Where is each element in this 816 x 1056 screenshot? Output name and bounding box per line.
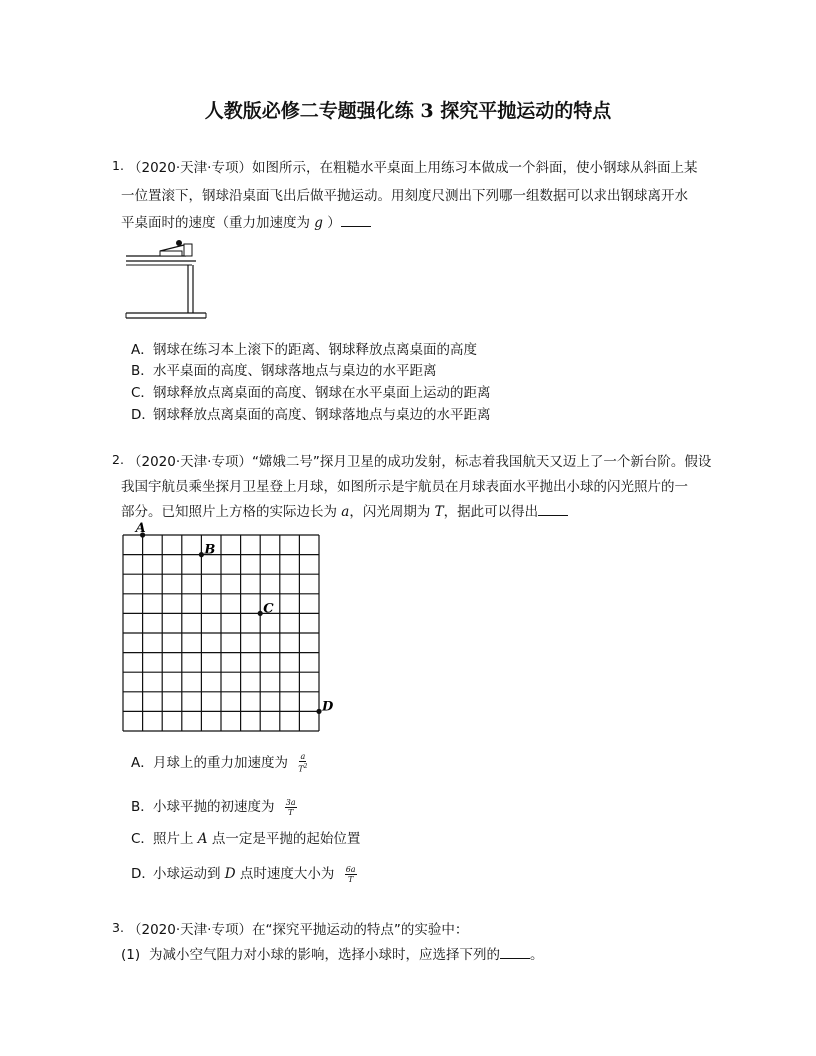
variable-t: T xyxy=(434,504,444,520)
option-label: A． xyxy=(131,755,154,771)
ramp-line xyxy=(160,245,184,251)
fraction-numerator: 6a xyxy=(345,864,356,874)
option-label: A． xyxy=(131,342,154,358)
sub-question-end: 。 xyxy=(530,947,544,963)
table-ramp-figure xyxy=(124,234,210,324)
denominator-text: T xyxy=(298,764,304,774)
question-2-line-3-b: ，闪光周期为 xyxy=(349,504,431,520)
sub-question-text: 为减小空气阻力对小球的影响，选择小球时，应选择下列的 xyxy=(149,947,500,963)
question-2-option-d[interactable] xyxy=(131,862,357,884)
exercise-book xyxy=(160,251,182,256)
denominator-exponent: 2 xyxy=(303,763,308,771)
question-2-line-3 xyxy=(121,500,568,520)
point-b-marker xyxy=(199,552,204,557)
option-text: 月球上的重力加速度为 xyxy=(153,755,288,771)
question-1-line-3 xyxy=(121,211,371,231)
option-label: B． xyxy=(131,363,154,379)
question-1-option-a[interactable] xyxy=(131,338,477,358)
point-b-label: B xyxy=(204,542,216,558)
fraction-6a-over-t xyxy=(345,865,357,884)
question-1-line-3-text: 平桌面时的速度（重力加速度为 xyxy=(121,215,310,231)
question-2-line-3-c: ，据此可以得出 xyxy=(443,504,539,520)
point-a-variable: A xyxy=(197,831,208,847)
option-text: 钢球释放点离桌面的高度、钢球在水平桌面上运动的距离 xyxy=(153,385,491,401)
flash-photo-grid xyxy=(118,518,338,736)
option-label: B． xyxy=(131,799,154,815)
question-3-number: 3. xyxy=(112,920,124,935)
question-1-option-b[interactable] xyxy=(131,359,437,379)
answer-blank xyxy=(500,947,530,959)
option-text: 小球平抛的初速度为 xyxy=(153,799,275,815)
option-label: D． xyxy=(131,866,155,882)
answer-blank xyxy=(538,504,568,516)
answer-blank xyxy=(341,215,371,227)
option-label: C． xyxy=(131,385,154,401)
fraction-3a-over-t xyxy=(285,798,297,817)
point-d-variable: D xyxy=(224,866,236,882)
option-text-end: 点一定是平抛的起始位置 xyxy=(211,831,361,847)
page-title: 人教版必修二专题强化练 3 探究平抛运动的特点 xyxy=(204,100,612,122)
question-2-line-1: （2020·天津·专项）“嫦娥二号”探月卫星的成功发射，标志着我国航天又迈上了一个新台阶。假设 xyxy=(128,454,712,470)
grid-lines xyxy=(123,535,319,731)
question-1-option-c[interactable] xyxy=(131,381,491,401)
option-text: 水平桌面的高度、钢球落地点与桌边的水平距离 xyxy=(153,363,437,379)
point-d-label: D xyxy=(322,699,334,715)
point-a-label: A xyxy=(135,521,146,536)
option-text: 钢球在练习本上滚下的距离、钢球释放点离桌面的高度 xyxy=(153,342,477,358)
fraction-numerator: 3a xyxy=(285,797,296,807)
fraction-denominator xyxy=(298,762,307,774)
question-1-line-2: 一位置滚下，钢球沿桌面飞出后做平抛运动。用刻度尺测出下列哪一组数据可以求出钢球离开水 xyxy=(121,188,688,204)
sub-question-number: (1) xyxy=(121,947,141,963)
question-3-line-1: （2020·天津·专项）在“探究平抛运动的特点”的实验中： xyxy=(128,922,469,938)
question-2-option-c[interactable] xyxy=(131,827,360,847)
question-1-line-1: （2020·天津·专项）如图所示，在粗糙水平桌面上用练习本做成一个斜面，使小钢球从斜面上某 xyxy=(128,160,698,176)
table-block xyxy=(184,244,192,256)
option-text-end: 点时速度大小为 xyxy=(239,866,335,882)
question-1-number: 1. xyxy=(112,158,124,173)
point-c-label: C xyxy=(263,601,274,617)
steel-ball xyxy=(176,240,182,246)
option-text: 小球运动到 xyxy=(153,866,221,882)
fraction-a-over-t-squared xyxy=(298,752,307,774)
question-1-line-3-end: ） xyxy=(327,215,341,231)
question-3-sub-1 xyxy=(121,943,544,963)
option-label: D． xyxy=(131,407,155,423)
question-2-line-2: 我国宇航员乘坐探月卫星登上月球，如图所示是宇航员在月球表面水平抛出小球的闪光照片的一 xyxy=(121,479,688,495)
fraction-denominator: T xyxy=(288,807,294,817)
question-2-number: 2. xyxy=(112,452,124,467)
point-d-marker xyxy=(316,709,321,714)
option-text: 照片上 xyxy=(153,831,194,847)
fraction-numerator: a xyxy=(300,752,306,762)
point-c-marker xyxy=(258,611,263,616)
fraction-denominator: T xyxy=(347,874,354,884)
option-label: C． xyxy=(131,831,154,847)
question-2-option-b[interactable] xyxy=(131,795,297,817)
question-1-option-d[interactable] xyxy=(131,403,491,423)
question-2-line-3-a: 部分。已知照片上方格的实际边长为 xyxy=(121,504,337,520)
gravity-variable: g xyxy=(314,215,323,231)
question-2-option-a[interactable] xyxy=(131,751,307,774)
grid-points xyxy=(134,521,334,714)
option-text: 钢球释放点离桌面的高度、钢球落地点与桌边的水平距离 xyxy=(153,407,491,423)
variable-a: a xyxy=(341,504,350,520)
